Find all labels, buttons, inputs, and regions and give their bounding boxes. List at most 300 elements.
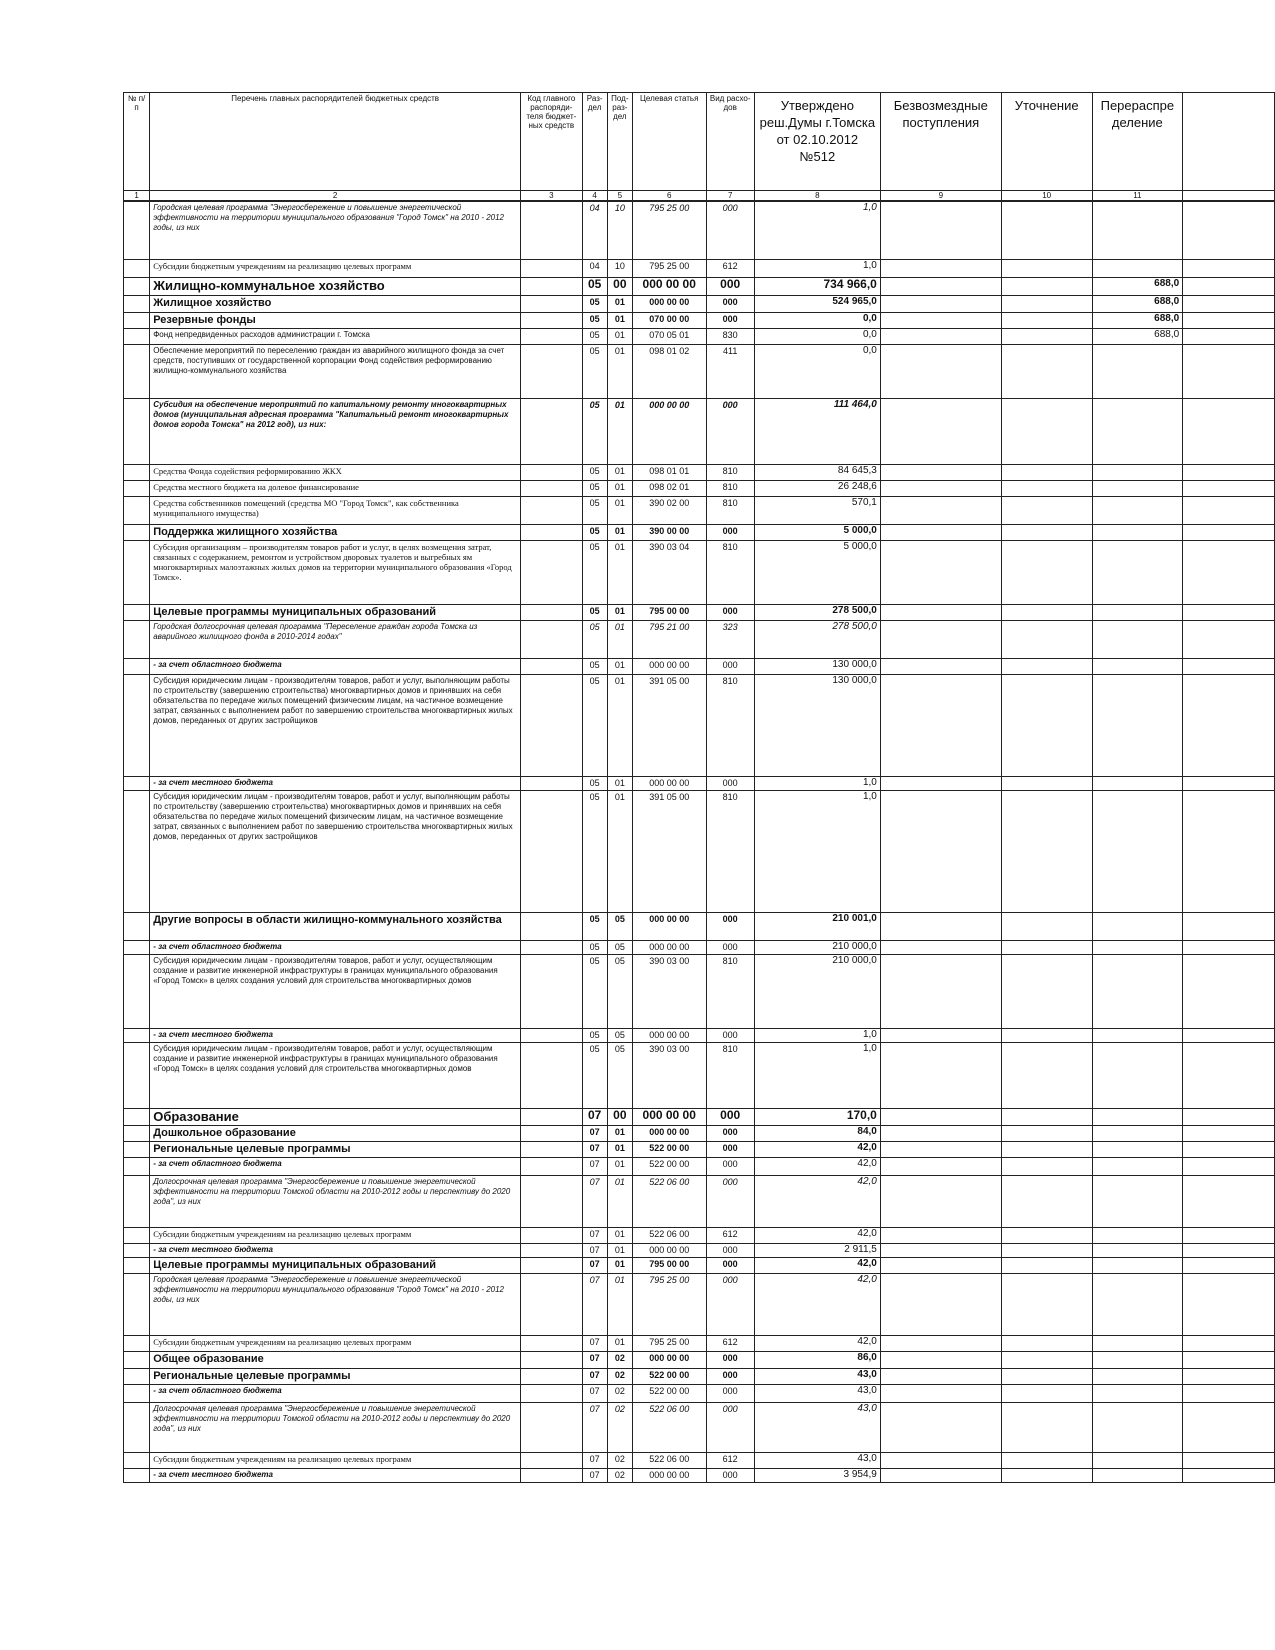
free-cell — [880, 1227, 1001, 1243]
approved-cell: 570,1 — [754, 496, 880, 524]
clarify-cell — [1001, 312, 1092, 328]
table-row — [124, 790, 1275, 912]
extra-cell — [1183, 344, 1275, 398]
colnum: 11 — [1092, 191, 1183, 202]
code-cell — [521, 1141, 582, 1157]
vid-cell: 000 — [706, 940, 754, 954]
table-row — [124, 1042, 1275, 1108]
vid-cell: 000 — [706, 1125, 754, 1141]
extra-cell — [1183, 1468, 1275, 1482]
target-cell: 098 01 01 — [632, 464, 706, 480]
approved-cell: 42,0 — [754, 1157, 880, 1175]
column-number-row — [124, 191, 1275, 202]
redistribution-cell — [1092, 776, 1183, 790]
name-cell: - за счет областного бюджета — [150, 940, 521, 954]
free-cell — [880, 1351, 1001, 1368]
podrazdel-cell: 01 — [607, 464, 632, 480]
target-cell: 098 01 02 — [632, 344, 706, 398]
num-cell — [124, 776, 150, 790]
podrazdel-cell: 01 — [607, 295, 632, 312]
free-cell — [880, 524, 1001, 540]
extra-cell — [1183, 1273, 1275, 1335]
redistribution-cell — [1092, 1351, 1183, 1368]
num-cell — [124, 912, 150, 940]
approved-cell: 111 464,0 — [754, 398, 880, 464]
vid-cell: 000 — [706, 604, 754, 620]
free-cell — [880, 1273, 1001, 1335]
target-cell: 795 00 00 — [632, 604, 706, 620]
approved-cell: 1,0 — [754, 776, 880, 790]
extra-cell — [1183, 496, 1275, 524]
podrazdel-cell: 02 — [607, 1468, 632, 1482]
target-cell: 000 00 00 — [632, 912, 706, 940]
table-row — [124, 1384, 1275, 1402]
num-cell — [124, 1108, 150, 1125]
code-cell — [521, 1452, 582, 1468]
redistribution-cell — [1092, 464, 1183, 480]
table-row — [124, 940, 1275, 954]
vid-cell: 810 — [706, 540, 754, 604]
free-cell — [880, 674, 1001, 776]
name-cell: - за счет местного бюджета — [150, 1028, 521, 1042]
razdel-cell: 07 — [582, 1335, 607, 1351]
vid-cell: 000 — [706, 1028, 754, 1042]
clarify-cell — [1001, 790, 1092, 912]
razdel-cell: 05 — [582, 524, 607, 540]
razdel-cell: 07 — [582, 1157, 607, 1175]
razdel-cell: 05 — [582, 496, 607, 524]
vid-cell: 000 — [706, 1402, 754, 1452]
vid-cell: 000 — [706, 1368, 754, 1384]
extra-cell — [1183, 658, 1275, 674]
extra-cell — [1183, 259, 1275, 277]
name-cell: Субсидия юридическим лицам - производителям товаров, работ и услуг, осуществляющим создание и развитие инженерной инфраструктуры в границах муниципального образования «Город Томск» в целях создания условий для строительства многоквартирных домов — [150, 1042, 521, 1108]
extra-cell — [1183, 540, 1275, 604]
redistribution-cell: 688,0 — [1092, 277, 1183, 295]
razdel-cell: 05 — [582, 790, 607, 912]
free-cell — [880, 1108, 1001, 1125]
approved-cell: 170,0 — [754, 1108, 880, 1125]
redistribution-cell — [1092, 344, 1183, 398]
colnum: 5 — [607, 191, 632, 202]
name-cell: Долгосрочная целевая программа "Энергосбережение и повышение энергетической эффективности на территории Томской области на 2010-2012 годы и перспективу до 2020 года", из них — [150, 1402, 521, 1452]
vid-cell: 810 — [706, 464, 754, 480]
approved-cell: 1,0 — [754, 201, 880, 259]
num-cell — [124, 295, 150, 312]
name-cell: Региональные целевые программы — [150, 1141, 521, 1157]
target-cell: 000 00 00 — [632, 776, 706, 790]
razdel-cell: 05 — [582, 464, 607, 480]
razdel-cell: 07 — [582, 1257, 607, 1273]
podrazdel-cell: 10 — [607, 259, 632, 277]
table-row — [124, 674, 1275, 776]
redistribution-cell — [1092, 1227, 1183, 1243]
header-razdel: Раз-дел — [582, 93, 607, 191]
code-cell — [521, 674, 582, 776]
clarify-cell — [1001, 1468, 1092, 1482]
clarify-cell — [1001, 1175, 1092, 1227]
free-cell — [880, 540, 1001, 604]
redistribution-cell — [1092, 1257, 1183, 1273]
code-cell — [521, 201, 582, 259]
code-cell — [521, 344, 582, 398]
vid-cell: 612 — [706, 1335, 754, 1351]
target-cell: 391 05 00 — [632, 790, 706, 912]
redistribution-cell — [1092, 790, 1183, 912]
extra-cell — [1183, 1402, 1275, 1452]
free-cell — [880, 604, 1001, 620]
clarify-cell — [1001, 658, 1092, 674]
table-body — [124, 201, 1275, 1482]
target-cell: 522 06 00 — [632, 1227, 706, 1243]
name-cell: Обеспечение мероприятий по переселению граждан из аварийного жилищного фонда за счет средств, поступивших от государственной корпорации Фонд содействия реформированию жилищно-коммунального хозяйства — [150, 344, 521, 398]
razdel-cell: 05 — [582, 912, 607, 940]
redistribution-cell — [1092, 496, 1183, 524]
num-cell — [124, 398, 150, 464]
clarify-cell — [1001, 1227, 1092, 1243]
free-cell — [880, 1468, 1001, 1482]
clarify-cell — [1001, 674, 1092, 776]
extra-cell — [1183, 912, 1275, 940]
table-row — [124, 1125, 1275, 1141]
clarify-cell — [1001, 954, 1092, 1028]
header-extra — [1183, 93, 1275, 191]
redistribution-cell — [1092, 1402, 1183, 1452]
code-cell — [521, 524, 582, 540]
extra-cell — [1183, 940, 1275, 954]
table-row — [124, 1157, 1275, 1175]
table-row — [124, 658, 1275, 674]
target-cell: 522 00 00 — [632, 1141, 706, 1157]
extra-cell — [1183, 1384, 1275, 1402]
razdel-cell: 07 — [582, 1243, 607, 1257]
extra-cell — [1183, 1452, 1275, 1468]
code-cell — [521, 1468, 582, 1482]
approved-cell: 42,0 — [754, 1273, 880, 1335]
extra-cell — [1183, 1141, 1275, 1157]
num-cell — [124, 1157, 150, 1175]
extra-cell — [1183, 790, 1275, 912]
clarify-cell — [1001, 1402, 1092, 1452]
num-cell — [124, 277, 150, 295]
target-cell: 795 00 00 — [632, 1257, 706, 1273]
redistribution-cell — [1092, 524, 1183, 540]
razdel-cell: 05 — [582, 295, 607, 312]
target-cell: 390 03 04 — [632, 540, 706, 604]
table-row — [124, 496, 1275, 524]
podrazdel-cell: 02 — [607, 1384, 632, 1402]
code-cell — [521, 259, 582, 277]
podrazdel-cell: 10 — [607, 201, 632, 259]
target-cell: 390 03 00 — [632, 954, 706, 1028]
target-cell: 390 00 00 — [632, 524, 706, 540]
redistribution-cell — [1092, 1243, 1183, 1257]
vid-cell: 000 — [706, 277, 754, 295]
table-row — [124, 620, 1275, 658]
name-cell: Жилищно-коммунальное хозяйство — [150, 277, 521, 295]
colnum: 7 — [706, 191, 754, 202]
num-cell — [124, 259, 150, 277]
header-free: Безвозмездные поступления — [880, 93, 1001, 191]
podrazdel-cell: 01 — [607, 344, 632, 398]
approved-cell: 734 966,0 — [754, 277, 880, 295]
razdel-cell: 07 — [582, 1468, 607, 1482]
num-cell — [124, 1468, 150, 1482]
clarify-cell — [1001, 295, 1092, 312]
target-cell: 390 02 00 — [632, 496, 706, 524]
target-cell: 000 00 00 — [632, 1351, 706, 1368]
podrazdel-cell: 05 — [607, 1028, 632, 1042]
podrazdel-cell: 01 — [607, 496, 632, 524]
code-cell — [521, 464, 582, 480]
podrazdel-cell: 01 — [607, 328, 632, 344]
vid-cell: 810 — [706, 790, 754, 912]
approved-cell: 2 911,5 — [754, 1243, 880, 1257]
num-cell — [124, 524, 150, 540]
redistribution-cell — [1092, 1028, 1183, 1042]
header-row — [124, 93, 1275, 191]
num-cell — [124, 480, 150, 496]
podrazdel-cell: 01 — [607, 620, 632, 658]
table-row — [124, 1175, 1275, 1227]
podrazdel-cell: 01 — [607, 480, 632, 496]
name-cell: Субсидия юридическим лицам - производителям товаров, работ и услуг, выполняющим работы по строительству (завершению строительства) многоквартирных домов и принявших на себя обязательства по передаче жилых помещений физическим лицам, на частичное возмещение затрат, связанных с выполнением работ по завершению строительства многоквартирных жилых домов, переданных от других застройщиков — [150, 790, 521, 912]
redistribution-cell — [1092, 398, 1183, 464]
name-cell: Субсидии бюджетным учреждениям на реализацию целевых программ — [150, 1452, 521, 1468]
target-cell: 000 00 00 — [632, 1125, 706, 1141]
table-row — [124, 312, 1275, 328]
extra-cell — [1183, 1351, 1275, 1368]
clarify-cell — [1001, 1384, 1092, 1402]
extra-cell — [1183, 1243, 1275, 1257]
num-cell — [124, 1335, 150, 1351]
podrazdel-cell: 02 — [607, 1351, 632, 1368]
razdel-cell: 04 — [582, 259, 607, 277]
num-cell — [124, 940, 150, 954]
clarify-cell — [1001, 1042, 1092, 1108]
clarify-cell — [1001, 524, 1092, 540]
table-row — [124, 201, 1275, 259]
extra-cell — [1183, 480, 1275, 496]
table-row — [124, 1227, 1275, 1243]
target-cell: 390 03 00 — [632, 1042, 706, 1108]
podrazdel-cell: 02 — [607, 1368, 632, 1384]
vid-cell: 000 — [706, 1175, 754, 1227]
redistribution-cell: 688,0 — [1092, 295, 1183, 312]
clarify-cell — [1001, 940, 1092, 954]
approved-cell: 130 000,0 — [754, 658, 880, 674]
budget-table — [123, 92, 1275, 1483]
num-cell — [124, 344, 150, 398]
approved-cell: 43,0 — [754, 1452, 880, 1468]
name-cell: Образование — [150, 1108, 521, 1125]
vid-cell: 000 — [706, 912, 754, 940]
razdel-cell: 07 — [582, 1368, 607, 1384]
target-cell: 070 00 00 — [632, 312, 706, 328]
table-row — [124, 1452, 1275, 1468]
redistribution-cell — [1092, 1368, 1183, 1384]
free-cell — [880, 344, 1001, 398]
approved-cell: 1,0 — [754, 1042, 880, 1108]
target-cell: 522 06 00 — [632, 1452, 706, 1468]
free-cell — [880, 1175, 1001, 1227]
colnum: 8 — [754, 191, 880, 202]
name-cell: - за счет местного бюджета — [150, 1243, 521, 1257]
approved-cell: 5 000,0 — [754, 524, 880, 540]
header-vid: Вид расхо-дов — [706, 93, 754, 191]
redistribution-cell — [1092, 912, 1183, 940]
extra-cell — [1183, 1368, 1275, 1384]
vid-cell: 000 — [706, 1384, 754, 1402]
clarify-cell — [1001, 201, 1092, 259]
extra-cell — [1183, 1257, 1275, 1273]
name-cell: - за счет местного бюджета — [150, 776, 521, 790]
clarify-cell — [1001, 1257, 1092, 1273]
num-cell — [124, 1227, 150, 1243]
name-cell: Субсидии бюджетным учреждениям на реализацию целевых программ — [150, 1227, 521, 1243]
table-row — [124, 1108, 1275, 1125]
redistribution-cell — [1092, 1452, 1183, 1468]
vid-cell: 000 — [706, 658, 754, 674]
code-cell — [521, 312, 582, 328]
vid-cell: 000 — [706, 1273, 754, 1335]
extra-cell — [1183, 295, 1275, 312]
podrazdel-cell: 02 — [607, 1452, 632, 1468]
free-cell — [880, 658, 1001, 674]
free-cell — [880, 259, 1001, 277]
podrazdel-cell: 01 — [607, 524, 632, 540]
free-cell — [880, 1141, 1001, 1157]
table-row — [124, 1257, 1275, 1273]
target-cell: 000 00 00 — [632, 658, 706, 674]
name-cell: Городская целевая программа "Энергосбережение и повышение энергетической эффективности на территории муниципального образования "Город Томск" на 2010 - 2012 годы, из них — [150, 201, 521, 259]
podrazdel-cell: 01 — [607, 1125, 632, 1141]
vid-cell: 000 — [706, 201, 754, 259]
razdel-cell: 07 — [582, 1125, 607, 1141]
approved-cell: 210 001,0 — [754, 912, 880, 940]
clarify-cell — [1001, 344, 1092, 398]
num-cell — [124, 328, 150, 344]
name-cell: Целевые программы муниципальных образований — [150, 1257, 521, 1273]
num-cell — [124, 1141, 150, 1157]
vid-cell: 810 — [706, 1042, 754, 1108]
podrazdel-cell: 05 — [607, 912, 632, 940]
free-cell — [880, 328, 1001, 344]
target-cell: 795 21 00 — [632, 620, 706, 658]
table-row — [124, 954, 1275, 1028]
clarify-cell — [1001, 1452, 1092, 1468]
name-cell: Субсидии бюджетным учреждениям на реализацию целевых программ — [150, 259, 521, 277]
name-cell: Целевые программы муниципальных образований — [150, 604, 521, 620]
code-cell — [521, 658, 582, 674]
num-cell — [124, 954, 150, 1028]
code-cell — [521, 398, 582, 464]
target-cell: 522 00 00 — [632, 1368, 706, 1384]
num-cell — [124, 658, 150, 674]
extra-cell — [1183, 1227, 1275, 1243]
num-cell — [124, 496, 150, 524]
code-cell — [521, 295, 582, 312]
clarify-cell — [1001, 480, 1092, 496]
razdel-cell: 05 — [582, 480, 607, 496]
redistribution-cell — [1092, 1157, 1183, 1175]
clarify-cell — [1001, 776, 1092, 790]
extra-cell — [1183, 776, 1275, 790]
colnum: 9 — [880, 191, 1001, 202]
header-num: № п/п — [124, 93, 150, 191]
redistribution-cell — [1092, 1175, 1183, 1227]
razdel-cell: 05 — [582, 620, 607, 658]
vid-cell: 830 — [706, 328, 754, 344]
header-approved: Утверждено реш.Думы г.Томска от 02.10.2012 №512 — [754, 93, 880, 191]
table-row — [124, 295, 1275, 312]
code-cell — [521, 1125, 582, 1141]
name-cell: Общее образование — [150, 1351, 521, 1368]
approved-cell: 278 500,0 — [754, 620, 880, 658]
table-row — [124, 776, 1275, 790]
clarify-cell — [1001, 1273, 1092, 1335]
razdel-cell: 05 — [582, 1028, 607, 1042]
redistribution-cell — [1092, 1335, 1183, 1351]
table-row — [124, 524, 1275, 540]
num-cell — [124, 1402, 150, 1452]
colnum-extra — [1183, 191, 1275, 202]
redistribution-cell — [1092, 674, 1183, 776]
free-cell — [880, 398, 1001, 464]
table-row — [124, 1273, 1275, 1335]
target-cell: 391 05 00 — [632, 674, 706, 776]
podrazdel-cell: 01 — [607, 776, 632, 790]
code-cell — [521, 1368, 582, 1384]
razdel-cell: 05 — [582, 312, 607, 328]
vid-cell: 000 — [706, 398, 754, 464]
razdel-cell: 05 — [582, 328, 607, 344]
target-cell: 098 02 01 — [632, 480, 706, 496]
table-row — [124, 259, 1275, 277]
target-cell: 795 25 00 — [632, 1273, 706, 1335]
redistribution-cell — [1092, 604, 1183, 620]
table-row — [124, 1402, 1275, 1452]
extra-cell — [1183, 1175, 1275, 1227]
podrazdel-cell: 05 — [607, 1042, 632, 1108]
target-cell: 000 00 00 — [632, 1468, 706, 1482]
clarify-cell — [1001, 398, 1092, 464]
approved-cell: 210 000,0 — [754, 954, 880, 1028]
header-target: Целевая статья — [632, 93, 706, 191]
podrazdel-cell: 01 — [607, 540, 632, 604]
table-row — [124, 1335, 1275, 1351]
razdel-cell: 05 — [582, 540, 607, 604]
free-cell — [880, 620, 1001, 658]
free-cell — [880, 1028, 1001, 1042]
num-cell — [124, 1273, 150, 1335]
name-cell: Дошкольное образование — [150, 1125, 521, 1141]
free-cell — [880, 1368, 1001, 1384]
extra-cell — [1183, 398, 1275, 464]
code-cell — [521, 496, 582, 524]
target-cell: 000 00 00 — [632, 940, 706, 954]
free-cell — [880, 312, 1001, 328]
code-cell — [521, 1402, 582, 1452]
target-cell: 795 25 00 — [632, 201, 706, 259]
approved-cell: 42,0 — [754, 1335, 880, 1351]
extra-cell — [1183, 524, 1275, 540]
razdel-cell: 05 — [582, 776, 607, 790]
approved-cell: 42,0 — [754, 1227, 880, 1243]
table-row — [124, 277, 1275, 295]
vid-cell: 323 — [706, 620, 754, 658]
name-cell: Региональные целевые программы — [150, 1368, 521, 1384]
